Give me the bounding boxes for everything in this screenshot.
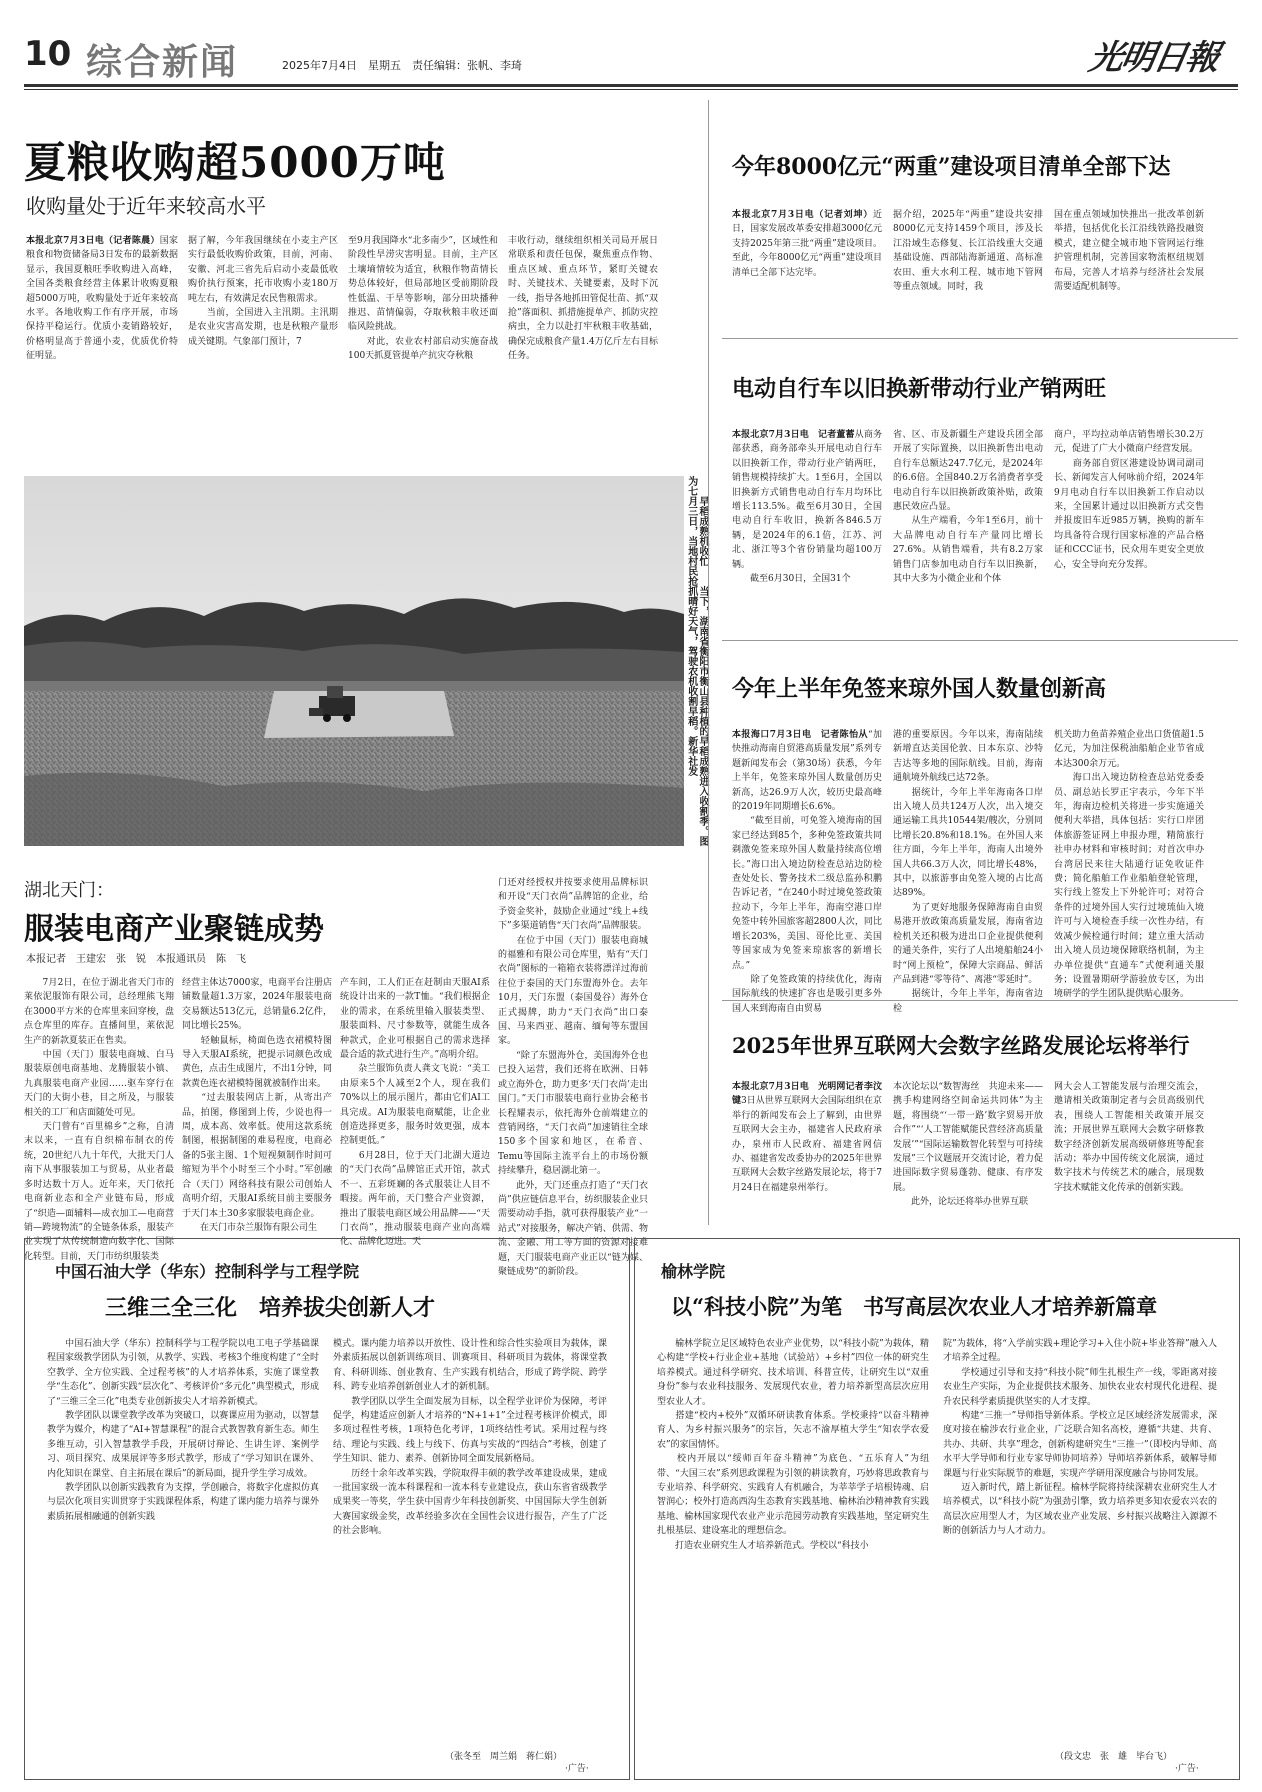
masthead-rule-thin <box>24 89 1238 90</box>
kicker-tianmen: 湖北天门： <box>24 880 114 901</box>
newspaper-logo: 光明日報 <box>1085 38 1221 78</box>
article-grain-col4: 丰收行动，继续组织相关司局开展日常联系和责任包保，聚焦重点作物、重点区域、重点环节，紧盯关键农时、关键技术、关键要素，及时下沉一线，指导各地抓田管促壮苗、抓“双抢”落面积、抓措施提单产、抓防灾控病虫，全力以赴打牢秋粮丰收基础，确保完成粮食产量1.4万亿斤左右目标任务。 <box>508 236 658 362</box>
article-tianmen-col1: 7月2日，在位于湖北省天门市的莱依泥服饰有限公司，总经理熊飞翔在3000平方米的仓库里来回穿梭，盘点仓库里的库存。直播间里，莱依泥生产的新款夏装正在售卖。 中国（天门）服装电商城、白马服装原创电商基地、龙腾服装小镇、九真服装电商产业园……驱车穿行在天门的大街小巷，目之所及，与服装相关的工厂和店面随处可见。 天门曾有“百里棉乡”之称，自清末以来，一直有自织棉布制衣的传统，20世纪八九十年代，大批天门人南下从事服装加工与贸易，从业者最多时达数十万人。近年来，天门依托电商新业态和全产业链布局，形成了“织造—面辅料—成衣加工—电商营销—跨境物流”的全链条体系，服装产业实现了从传统制造向数字化、国际化转型。目前，天门市纺织服装类 <box>24 978 174 1262</box>
headline-grain: 夏粮收购超5000万吨 <box>24 138 446 187</box>
headline-wic-forum: 2025年世界互联网大会数字丝路发展论坛将举行 <box>732 1033 1190 1058</box>
article-tianmen-col4: 门还对经授权并按要求使用品牌标识和开设“天门衣尚”品牌馆的企业，给予资金奖补，鼓励企业通过“线上+线下”多渠道销售“天门衣尚”品牌服装。 在位于中国（天门）服装电商城的福雅和有限公司仓库里，贴有“天门衣尚”图标的一箱箱衣装将漂洋过海前往位于泰国的天门东盟海外仓。去年10月，天门东盟（泰国曼谷）海外仓正式揭牌，助力“天门衣尚”出口泰国、马来西亚、越南、缅甸等东盟国家。 “除了东盟海外仓，美国海外仓也已投入运营，我们还将在欧洲、日韩或立海外仓，助力更多‘天门衣尚’走出国门。”天门市服装电商行业协会秘书长程耀表示，依托海外仓前端建立的营销网络，“天门衣尚”加速销往全球150多个国家和地区，在希音、Temu等国际主流平台上的市场份额持续攀升，稳居湖北第一。 此外，天门还重点打造了“天门衣尚”供应链信息平台，纺织服装企业只需要动动手指，就可获得服装产业“一站式”对接服务，解决产销、供需、物流、金融、用工等方面的资源对接难题，天门服装电商产业正以“链为媒、聚链成势”的新阶段。 <box>498 878 648 1277</box>
masthead-rule <box>24 84 1238 87</box>
article-tianmen-col2: 经营主体达7000家，电商平台注册店铺数量超1.3万家，2024年服装电商交易额达513亿元，总销量6.2亿件，同比增长25%。 轻触鼠标，椅面色选衣裙模特图导入天服AI系统，把提示词颜色改成黄色，点击生成图片，不出1分钟，同款黄色连衣裙模特图就被制作出来。 “过去服装网店上新，从寄出产品，拍图，修图到上传，少说也得一周，成本高、效率低。使用这款系统制图，根据制图的难易程度，电商必备的5张主图、1个短视频制作时间可缩短为半个小时至三个小时。”军创融合（天门）网络科技有限公司创始人高明介绍，天服AI系统目前主要服务于天门本土30多家服装电商企业。 在天门市杂兰服饰有限公司生 <box>182 978 332 1233</box>
headline-hainan: 今年上半年免签来琼外国人数量创新高 <box>732 676 1107 702</box>
article-wic-col2: 本次论坛以“数智海丝 共迎未来——携手构建网络空间命运共同体”为主题，将围绕“‘一带一路’数字贸易开放合作”“‘人工智能赋能民营经济高质量发展’”“国际运输数智化转型与可持续发展”三个议题展开交流讨论，着力促进国际数字贸易蓬勃、健康、有序发展。 此外，论坛还将举办世界互联 <box>893 1082 1043 1208</box>
ad-yulin-institution: 榆林学院 <box>661 1262 726 1281</box>
section-title: 综合新闻 <box>86 42 239 83</box>
article-wic-col3: 网大会人工智能发展与治理交流会，邀请相关政策制定者与会员高级别代表，围绕人工智能相关政策开展交流；开展世界互联网大会数字研修教数字经济创新发展高级研修班等配套活动；举办中国传统文化展演，通过数字技术与传统艺术的融合，展现数字技术赋能文化传承的创新实践。 <box>1054 1082 1204 1193</box>
ad-upc-institution: 中国石油大学（华东）控制科学与工程学院 <box>55 1262 360 1281</box>
article-ebike-col2: 省、区、市及新疆生产建设兵团全部开展了实际置换，以旧换新售出电动自行车总额达247.7亿元，是2024年的6.6倍。全国840.2万名消费者享受电动自行车以旧换新政策补贴，政策惠民效应凸显。 从生产端看，今年1至6月，前十大品牌电动自行车产量同比增长27.6%。从销售端看，共有8.2万家销售门店参加电动自行车以旧换新，其中大多为小微企业和个体 <box>893 430 1043 585</box>
article-hainan-col1: 本报海口7月3日电 记者陈怡从“加快推动海南自贸港高质量发展”系列专题新闻发布会（第30场）获悉，今年上半年，免签来琼外国人数量创历史新高，达26.9万人次，较历史最高峰的2019年同期增长6.6%。 “截至目前，可免签入境海南的国家已经达到85个，多种免签政策共同剃激免签来琼外国人数量持续高位增长。”海口出入境边防检查总站边防检查处处长、警务技术二级总监孙积鹏告诉记者，“在240小时过境免签政策拉动下，今年上半年，海南空港口岸免签中转外国旅客超2800人次，同比增长203%，美国、哥伦比亚、美国等国家成为免签来琼旅客的新增长点。” 除了免签政策的持续优化，海南国际航线的快速扩容也是吸引更多外国人来到海南自由贸易 <box>732 730 882 1014</box>
article-two-majors-col2: 据介绍，2025年“两重”建设共安排8000亿元支持1459个项目，涉及长江沿域生态修复、长江沿线重大交通基础设施、西部陆海新通道、高标准农田、重大水利工程、城市地下管网等重点领域。同时，我 <box>893 210 1043 293</box>
photo-caption: 早稻成熟机收忙 当下，湖南省衡阳市衡山县种植的早稻成熟进入收割季。图为七月三日，当地村民抢抓晴好天气，驾驶农机收割早稻。新华社发 <box>685 476 708 846</box>
article-divider <box>722 640 1238 641</box>
article-two-majors-col3: 国在重点领域加快推出一批改革创新举措，包括优化长江沿线铁路投融资模式，建立健全城市地下管网运行维护管理机制，完善国家物流枢纽规划布局，完善人才培养与经济社会发展需要适配机制等。 <box>1054 210 1204 293</box>
article-two-majors-col1: 本报北京7月3日电（记者刘坤）近日，国家发展改革委安排超3000亿元支持2025年第三批“两重”建设项目。至此，今年8000亿元“两重”建设项目清单已全部下达完毕。 <box>732 210 882 278</box>
ad-upc-col2: 模式。课内能力培养以开放性、设计性和综合性实验项目为载体，课外素质拓展以创新训练项目、训赛项目、科研项目为载体，将课堂教育、科研训练、创业教育、生产实践有机结合，形成了跨学院、跨学科、跨专业培养创新创业人才的新机制。 教学团队以学生全面发展为目标，以全程学业评价为保障，考评促学，构建适应创新人才培养的“N+1+1”全过程考核评价模式，即多项过程性考核，1项特色化考评，1项终结性考试。采用过程与终结、理论与实践、线上与线下、仿真与实战的“四结合”考核，创建了学生知识、能力、素养、创新协同全面发展新格局。 历经十余年改革实践，学院取得丰硕的教学改革建设成果，建成一批国家级一流本科课程和一流本科专业建设点，获山东省省级教学成果奖一等奖，学生获中国青少年科技创新奖、中国国际大学生创新大赛国家级金奖，改革经验多次在全国性会议进行报告，产生了广泛的社会影响。 <box>333 1339 607 1537</box>
ad-yulin-author: （段文忠 张 雄 毕台飞） <box>1055 1752 1173 1762</box>
ad-yulin-mark: ·广告· <box>1175 1764 1199 1774</box>
ad-yulin-title: 以“科技小院”为笔 书写高层次农业人才培养新篇章 <box>671 1294 1158 1319</box>
ad-yulin-col2: 院”为载体，将“入学前实践+理论学习+入住小院+毕业答辩”融入人才培养全过程。 学校通过引导和支持“科技小院”师生扎根生产一线，零距离对接农业生产实际，为企业提供技术服务、加快农业农村现代化进程、提升农民科学素质提供坚实的人才支撑。 构建“三推一”导师指导新体系。学校立足区域经济发展需求，深度对接在榆涉农行业企业，广泛联合知名高校，遵循“共建、共育、共办、共研、共享”理念，创新构建研究生“三推一”（即校内导师、高水平大学导师和行业专家导师协同培养）导师培养新体系，破解导师课题与行业实际脱节的难题，实现产学研用深度融合与协同发展。 迈入新时代，踏上新征程。榆林学院将持续深耕农业研究生人才培养模式，以“科技小院”为强劲引擎，致力培养更多知农爱农兴农的高层次应用型人才，为区域农业产业发展、乡村振兴战略注入源源不断的创新活力与人才动力。 <box>943 1339 1217 1537</box>
dateline: 2025年7月4日 星期五 责任编辑：张帆、李琦 <box>282 59 522 72</box>
article-grain-col1: 本报北京7月3日电（记者陈晨）国家粮食和物资储备局3日发布的最新数据显示，我国夏粮旺季收购进入高峰，全国各类粮食经营主体累计收购夏粮超5000万吨，收购量处于近年来较高水平。各地收购工作有序开展，市场保持平稳运行。优质小麦销路较好，价格明显高于普通小麦，优质优价特征明显。 <box>26 236 178 362</box>
article-divider <box>722 1000 1238 1001</box>
column-divider <box>708 100 709 1225</box>
subhead-grain: 收购量处于近年来较高水平 <box>26 194 266 218</box>
article-ebike-col3: 商户，平均拉动单店销售增长30.2万元，促进了广大小微商户经营发展。 商务部自贸区港建设协调司副司长、新闻发言人何咏前介绍，2024年9月电动自行车以旧换新工作启动以来，全国累计通过以旧换新方式交售并报废旧车近985万辆，换购的新车均具备符合现行国家标准的产品合格证和CCC证书，民众用车更安全更放心，安全导向充分发挥。 <box>1054 430 1204 570</box>
headline-two-majors: 今年8000亿元“两重”建设项目清单全部下达 <box>732 154 1171 180</box>
page-number: 10 <box>24 34 72 74</box>
article-divider <box>722 338 1238 339</box>
photo-rice-harvest <box>24 476 684 846</box>
article-tianmen-col3: 产车间，工人们正在赶制由天服AI系统设计出来的一款T恤。“我们根据企业的需求，在系统里输入服装类型、服装面料、尺寸参数等，就能生成各种款式，企业可根据自己的需求选择最合适的款式进行生产。”高明介绍。 杂兰服饰负责人龚文飞说：“美工由原来5个人减至2个人，现在我们70%以上的展示图片，都由它们AI工具完成。AI为服装电商赋能，让企业创造选择更多，服务时效更强，成本控制更低。” 6月28日，位于天门北湖大道边的“天门衣尚”品牌馆正式开馆，款式不一、五彩斑斓的各式服装让人目不暇接。两年前，天门整合产业资源，推出了服装电商区域公用品牌——“天门衣尚”，推动服装电商产业向高端化、品牌化迈进。天 <box>340 978 490 1248</box>
article-ebike-col1: 本报北京7月3日电 记者董蓄从商务部获悉，商务部牵头开展电动自行车以旧换新工作，带动行业产销两旺，销售规模持续扩大。1至6月，全国以旧换新方式销售电动自行车月均环比增长113.5%。截至6月30日，全国电动自行车收旧，换新各846.5万辆，是2024年的6.1倍，江苏、河北、浙江等3个省份销量均超100万辆。 截至6月30日，全国31个 <box>732 430 882 585</box>
ad-upc <box>24 1238 630 1780</box>
article-hainan-col3: 机关助力鱼苗养殖企业出口货值超1.5亿元，为加注保税油船舶企业节省成本达300余万元。 海口出入境边防检查总站党委委员、副总站长罗正宇表示，今年下半年，海南边检机关将进一步实施通关便利大举措，具体包括：实行口岸团体旅游签证网上申报办理，精简旅行社申办材料和审核时间；对首次申办台湾居民来往大陆通行证免收证件费；简化船舶工作业船舶登轮管理，实行线上签发上下外轮许可；对符合条件的过境外国人实行过境琉仙入境许可与入境检查手续一次性办结，有效减少候检通行时间；建立重大活动出入境人员边境保障联络机制，为主办单位提供“直通车”式便利通关服务；设置暑期研学游验放专区，为出境研学的学生团队提供贴心服务。 <box>1054 730 1204 1000</box>
ad-upc-author: （张冬至 周兰娟 蒋仁娟） <box>445 1752 563 1762</box>
ad-yulin-col1: 榆林学院立足区域特色农业产业优势，以“科技小院”为载体，精心构建“学校+行业企业+基地（试验站）+乡村”四位一体的研究生培养模式。通过科学研究、技术培训、科普宣传，让研究生以“双重身份”参与农业科技服务、发展现代农业，着力培养新型高层次应用型农业人才。 搭建“校内+校外”双循环研读教育体系。学校秉持“以奋斗精神育人、为乡村振兴服务”的宗旨，矢志不渝厚植大学生“知农学农爱农”的家国情怀。 校内开展以“绥师百年奋斗精神”为底色、“五乐育人”为纽带、“大国三农”系列思政课程为引领的耕读教育，巧妙将思政教育与专业培养、科学研究、实践育人有机融合，为莘莘学子培根铸魂、启智润心；校外打造高西沟生态教育实践基地、榆林治沙精神教育实践基地、榆林国家现代农业产业示范园劳动教育实践基地，坚定研究生扎根基层、建设塞北的理想信念。 打造农业研究生人才培养新范式。学校以“科技小 <box>657 1339 929 1551</box>
byline-tianmen: 本报记者 王建宏 张 锐 本报通讯员 陈 飞 <box>26 954 246 965</box>
article-wic-col1: 本报北京7月3日电 光明网记者李汶键3日从世界互联网大会国际组织在京举行的新闻发布会上了解到，由世界互联网大会主办，福建省人民政府承办，泉州市人民政府、福建省网信办、福建省发改委协办的2025年世界互联网大会数字丝路发展论坛，将于7月24日在福建泉州举行。 <box>732 1082 882 1193</box>
article-hainan-col2: 港的重要原因。今年以来，海南陆续新增直达美国伦敦、日本东京、沙特吉达等多地的国际航线。目前，海南通航境外航线已达72条。 据统计，今年上半年海南各口岸出入境人员共124万人次，出入境交通运输工具共10544架/艘次，分别同比增长20.8%和18.1%。在外国人来往方面，今年上半年，海南人出境外国人共66.3万人次，同比增长48%，其中，以旅游事由免签入境的占比高达89%。 为了更好地服务保障海南自由贸易港开放政策高质量发展，海南省边检机关还积极为进出口企业提供便利的通关条件，实行了人出境船舶24小时“网上预检”，保障大宗商品、鲜活产品到港“零等待”、离港“零延时”。 据统计，今年上半年，海南省边检 <box>893 730 1043 1014</box>
headline-ebike: 电动自行车以旧换新带动行业产销两旺 <box>732 376 1107 402</box>
ad-upc-col1: 中国石油大学（华东）控制科学与工程学院以电工电子学基础课程国家级教学团队为引领，从教学、实践、考核3个维度构建了“全时空教学、全方位实践、全过程考核”的人才培养体系，实施了课堂教学“生态化”、创新实践“层次化”、考核评价“多元化”典型模式，形成了“三维三全三化”电类专业创新拔尖人才培养新模式。 教学团队以课堂教学改革为突破口，以赛课应用为驱动，以智慧教学为媒介，构建了“AI+智慧课程”的混合式教智教育新生态。师生多维互动，引入智慧教学手段，开展研讨辩论、生讲生评、案例学习、项目探究、成果展评等多形式教学，形成了“学习知识在课外、内化知识在课堂、自主拓展在课后”的新局面，提升学生学习成效。 教学团队以创新实践教育为支撑，学创融合，将数字化虚拟仿真与层次化项目实训贯穿于实践课程体系，构建了课内能力培养与课外素质拓展相融通的创新实践 <box>47 1339 319 1522</box>
ad-upc-mark: ·广告· <box>565 1764 589 1774</box>
article-grain-col3: 至9月我国降水“北多南少”，区域性和阶段性旱涝灾害明显。目前，主产区土壤墒情较为适宜，秋粮作物苗情长势总体较好，但局部地区受前期阶段性低温、干旱等影响，部分田块播种推迟、苗情偏弱，夺取秋粮丰收还面临风险挑战。 对此，农业农村部启动实施奋战100天抓夏管提单产抗灾夺秋粮 <box>348 236 498 362</box>
headline-tianmen: 服装电商产业聚链成势 <box>24 912 324 947</box>
article-grain-col2: 据了解，今年我国继续在小麦主产区实行最低收购价政策，目前，河南、安徽、河北三省先后启动小麦最低收购价执行预案，托市收购小麦180万吨左右，有效满足农民售粮需求。 当前，全国进入主汛期。主汛期是农业灾害高发期，也是秋粮产量形成关键期。气象部门预计，7 <box>188 236 338 347</box>
ad-upc-title: 三维三全三化 培养拔尖创新人才 <box>105 1295 436 1321</box>
ad-yulin <box>634 1238 1240 1780</box>
